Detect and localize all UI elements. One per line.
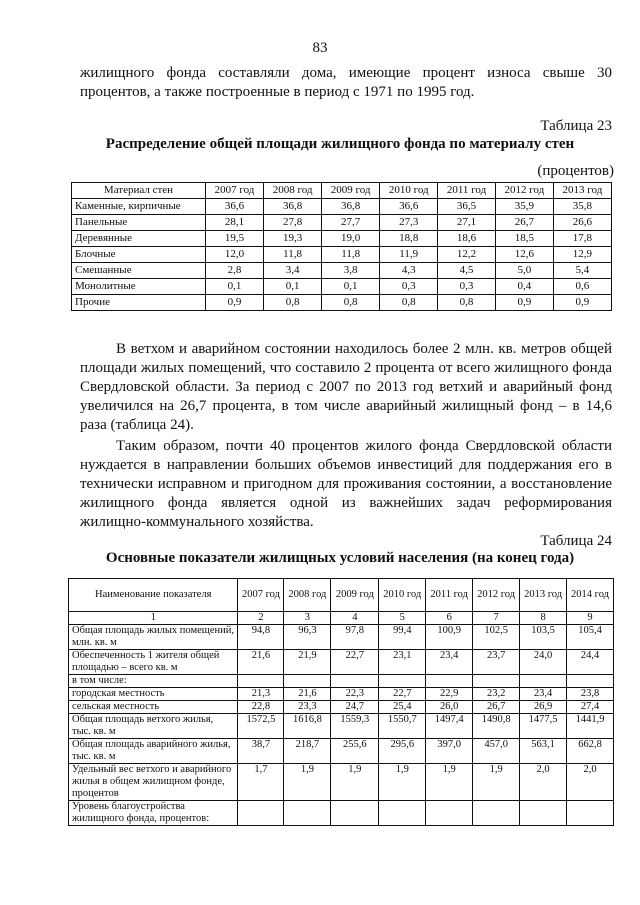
- value-cell: 662,8: [567, 739, 614, 764]
- table-row: [72, 279, 612, 295]
- value-cell: [238, 675, 284, 688]
- value-cell: 0,9: [495, 295, 553, 311]
- column-number-cell: 7: [473, 612, 520, 625]
- table-row: [69, 801, 614, 826]
- paragraph-conclusion: Таким образом, почти 40 процентов жилого фонда Свердловской области нуждается в направлении больших объемов инвестиций для поддержания его в технически исправном и пригодном для проживания состоянии, а восстановление жилищного фонда является одной из важнейших задач реформирования жилищно-коммунального хозяйства.: [80, 438, 612, 530]
- value-cell: 0,6: [553, 279, 611, 295]
- col-header: 2010 год: [380, 183, 438, 199]
- value-cell: 1,9: [331, 764, 379, 801]
- row-label-cell: Панельные: [72, 215, 206, 231]
- col-header: 2010 год: [379, 579, 426, 612]
- value-cell: [520, 675, 567, 688]
- value-cell: 1,7: [238, 764, 284, 801]
- value-cell: [473, 675, 520, 688]
- row-label-cell: Общая площадь ветхого жилья, тыс. кв. м: [69, 714, 238, 739]
- value-cell: 1550,7: [379, 714, 426, 739]
- value-cell: 4,5: [438, 263, 496, 279]
- row-label-cell: Прочие: [72, 295, 206, 311]
- row-label-cell: Уровень благоустройства жилищного фонда, процентов:: [69, 801, 238, 826]
- value-cell: 24,4: [567, 650, 614, 675]
- column-number-cell: 8: [520, 612, 567, 625]
- value-cell: 22,9: [426, 688, 473, 701]
- page-number: 83: [312, 40, 328, 56]
- value-cell: 0,9: [553, 295, 611, 311]
- value-cell: [426, 801, 473, 826]
- value-cell: 99,4: [379, 625, 426, 650]
- value-cell: 23,1: [379, 650, 426, 675]
- middle-paragraphs: [80, 340, 612, 532]
- value-cell: [379, 675, 426, 688]
- value-cell: 12,0: [206, 247, 264, 263]
- value-cell: 23,7: [473, 650, 520, 675]
- value-cell: [473, 801, 520, 826]
- table-row: [69, 764, 614, 801]
- value-cell: 1,9: [426, 764, 473, 801]
- col-header: Материал стен: [72, 183, 206, 199]
- value-cell: 23,4: [520, 688, 567, 701]
- value-cell: [567, 801, 614, 826]
- value-cell: 22,8: [238, 701, 284, 714]
- value-cell: 28,1: [206, 215, 264, 231]
- value-cell: 27,7: [322, 215, 380, 231]
- column-number-cell: 4: [331, 612, 379, 625]
- value-cell: 18,5: [495, 231, 553, 247]
- col-header: 2008 год: [264, 183, 322, 199]
- column-number-cell: 9: [567, 612, 614, 625]
- value-cell: 12,6: [495, 247, 553, 263]
- table-row: [72, 263, 612, 279]
- table-row: [69, 714, 614, 739]
- table24-title: Основные показатели жилищных условий населения (на конец года): [105, 550, 575, 566]
- value-cell: 1616,8: [284, 714, 331, 739]
- value-cell: 23,8: [567, 688, 614, 701]
- value-cell: 0,1: [322, 279, 380, 295]
- value-cell: 5,0: [495, 263, 553, 279]
- value-cell: 18,6: [438, 231, 496, 247]
- value-cell: 23,2: [473, 688, 520, 701]
- value-cell: 1,9: [284, 764, 331, 801]
- row-label-cell: Смешанные: [72, 263, 206, 279]
- table-row: [69, 625, 614, 650]
- table-row: [69, 739, 614, 764]
- value-cell: 27,4: [567, 701, 614, 714]
- col-header: 2009 год: [322, 183, 380, 199]
- row-label-cell: сельская местность: [69, 701, 238, 714]
- value-cell: 35,8: [553, 199, 611, 215]
- value-cell: 563,1: [520, 739, 567, 764]
- row-label-cell: Общая площадь жилых помещений, млн. кв. м: [69, 625, 238, 650]
- value-cell: 26,9: [520, 701, 567, 714]
- value-cell: 102,5: [473, 625, 520, 650]
- value-cell: 26,7: [495, 215, 553, 231]
- value-cell: 218,7: [284, 739, 331, 764]
- value-cell: 5,4: [553, 263, 611, 279]
- value-cell: 1441,9: [567, 714, 614, 739]
- value-cell: 24,7: [331, 701, 379, 714]
- value-cell: 255,6: [331, 739, 379, 764]
- value-cell: 0,8: [380, 295, 438, 311]
- table23-title: Распределение общей площади жилищного фонда по материалу стен: [105, 136, 575, 152]
- value-cell: 397,0: [426, 739, 473, 764]
- intro-text: жилищного фонда составляли дома, имеющие процент износа свыше 30 процентов, а также построенные в период с 1971 по 1995 год.: [80, 65, 612, 100]
- col-header: 2013 год: [553, 183, 611, 199]
- table24-label: Таблица 24: [540, 533, 612, 549]
- col-header: 2012 год: [495, 183, 553, 199]
- table23-label: Таблица 23: [540, 118, 612, 134]
- row-label-cell: городская местность: [69, 688, 238, 701]
- table-row: [72, 247, 612, 263]
- value-cell: 22,7: [331, 650, 379, 675]
- value-cell: 1497,4: [426, 714, 473, 739]
- col-header: 2008 год: [284, 579, 331, 612]
- column-number-cell: 1: [69, 612, 238, 625]
- table-row: [69, 675, 614, 688]
- value-cell: 11,8: [322, 247, 380, 263]
- value-cell: 3,4: [264, 263, 322, 279]
- value-cell: 97,8: [331, 625, 379, 650]
- row-label-cell: Блочные: [72, 247, 206, 263]
- value-cell: 100,9: [426, 625, 473, 650]
- value-cell: [238, 801, 284, 826]
- table-row: [72, 215, 612, 231]
- value-cell: 35,9: [495, 199, 553, 215]
- value-cell: 103,5: [520, 625, 567, 650]
- value-cell: 27,3: [380, 215, 438, 231]
- value-cell: 26,6: [553, 215, 611, 231]
- row-label-cell: Монолитные: [72, 279, 206, 295]
- value-cell: [426, 675, 473, 688]
- col-header: 2011 год: [438, 183, 496, 199]
- value-cell: 0,8: [438, 295, 496, 311]
- col-header: 2011 год: [426, 579, 473, 612]
- table23-unit: (процентов): [537, 163, 614, 179]
- value-cell: 0,1: [206, 279, 264, 295]
- value-cell: [379, 801, 426, 826]
- value-cell: 1559,3: [331, 714, 379, 739]
- value-cell: 1,9: [379, 764, 426, 801]
- value-cell: 36,6: [206, 199, 264, 215]
- value-cell: [567, 675, 614, 688]
- value-cell: 23,3: [284, 701, 331, 714]
- table-row: [72, 199, 612, 215]
- value-cell: 12,2: [438, 247, 496, 263]
- value-cell: 11,8: [264, 247, 322, 263]
- value-cell: 2,0: [520, 764, 567, 801]
- value-cell: 0,9: [206, 295, 264, 311]
- value-cell: 21,6: [238, 650, 284, 675]
- value-cell: 2,0: [567, 764, 614, 801]
- row-label-cell: Обеспеченность 1 жителя общей площадью – всего кв. м: [69, 650, 238, 675]
- wall-material-table: [71, 182, 612, 311]
- value-cell: 36,5: [438, 199, 496, 215]
- value-cell: 0,8: [264, 295, 322, 311]
- value-cell: [331, 801, 379, 826]
- col-header: 2009 год: [331, 579, 379, 612]
- paragraph-dilapidated: В ветхом и аварийном состоянии находилось более 2 млн. кв. метров общей площади жилых помещений, что составило 2 процента от всего жилищного фонда Свердловской области. За период с 2007 по 2013 год ветхий и аварийный фонд увеличился на 26,7 процента, в том числе аварийный жилищный фонд – в 14,6 раза (таблица 24).: [80, 341, 612, 433]
- value-cell: [520, 801, 567, 826]
- value-cell: 24,0: [520, 650, 567, 675]
- row-label-cell: Каменные, кирпичные: [72, 199, 206, 215]
- value-cell: 11,9: [380, 247, 438, 263]
- value-cell: 27,1: [438, 215, 496, 231]
- value-cell: 457,0: [473, 739, 520, 764]
- value-cell: 23,4: [426, 650, 473, 675]
- value-cell: 1477,5: [520, 714, 567, 739]
- value-cell: 295,6: [379, 739, 426, 764]
- value-cell: [284, 675, 331, 688]
- value-cell: 18,8: [380, 231, 438, 247]
- col-header: 2007 год: [206, 183, 264, 199]
- col-header: 2012 год: [473, 579, 520, 612]
- value-cell: 1490,8: [473, 714, 520, 739]
- value-cell: 12,9: [553, 247, 611, 263]
- table-header-row: [69, 579, 614, 612]
- value-cell: [331, 675, 379, 688]
- value-cell: 19,5: [206, 231, 264, 247]
- value-cell: 36,8: [264, 199, 322, 215]
- value-cell: 19,0: [322, 231, 380, 247]
- value-cell: 36,6: [380, 199, 438, 215]
- value-cell: 4,3: [380, 263, 438, 279]
- housing-indicators-table: [68, 578, 614, 826]
- table-row: [69, 650, 614, 675]
- value-cell: 26,0: [426, 701, 473, 714]
- value-cell: 26,7: [473, 701, 520, 714]
- row-label-cell: Деревянные: [72, 231, 206, 247]
- col-header: 2013 год: [520, 579, 567, 612]
- value-cell: 17,8: [553, 231, 611, 247]
- row-label-cell: Общая площадь аварийного жилья, тыс. кв. м: [69, 739, 238, 764]
- col-header: 2014 год: [567, 579, 614, 612]
- value-cell: 2,8: [206, 263, 264, 279]
- column-number-row: [69, 612, 614, 625]
- table-row: [69, 701, 614, 714]
- value-cell: 38,7: [238, 739, 284, 764]
- value-cell: 105,4: [567, 625, 614, 650]
- row-label-cell: в том числе:: [69, 675, 238, 688]
- value-cell: [284, 801, 331, 826]
- value-cell: 96,3: [284, 625, 331, 650]
- value-cell: 0,1: [264, 279, 322, 295]
- row-label-cell: Удельный вес ветхого и аварийного жилья в общем жилищном фонде, процентов: [69, 764, 238, 801]
- value-cell: 0,8: [322, 295, 380, 311]
- column-number-cell: 3: [284, 612, 331, 625]
- value-cell: 21,3: [238, 688, 284, 701]
- value-cell: 0,4: [495, 279, 553, 295]
- column-number-cell: 6: [426, 612, 473, 625]
- value-cell: 27,8: [264, 215, 322, 231]
- value-cell: 25,4: [379, 701, 426, 714]
- value-cell: 0,3: [438, 279, 496, 295]
- value-cell: 21,6: [284, 688, 331, 701]
- value-cell: 1572,5: [238, 714, 284, 739]
- table-header-row: [72, 183, 612, 199]
- value-cell: 1,9: [473, 764, 520, 801]
- value-cell: 3,8: [322, 263, 380, 279]
- column-number-cell: 5: [379, 612, 426, 625]
- value-cell: 21,9: [284, 650, 331, 675]
- value-cell: 36,8: [322, 199, 380, 215]
- value-cell: 19,3: [264, 231, 322, 247]
- value-cell: 0,3: [380, 279, 438, 295]
- intro-paragraph: [80, 64, 612, 102]
- table-row: [69, 688, 614, 701]
- value-cell: 94,8: [238, 625, 284, 650]
- table-row: [72, 231, 612, 247]
- value-cell: 22,3: [331, 688, 379, 701]
- column-number-cell: 2: [238, 612, 284, 625]
- value-cell: 22,7: [379, 688, 426, 701]
- col-header: Наименование показателя: [69, 579, 238, 612]
- table-row: [72, 295, 612, 311]
- col-header: 2007 год: [238, 579, 284, 612]
